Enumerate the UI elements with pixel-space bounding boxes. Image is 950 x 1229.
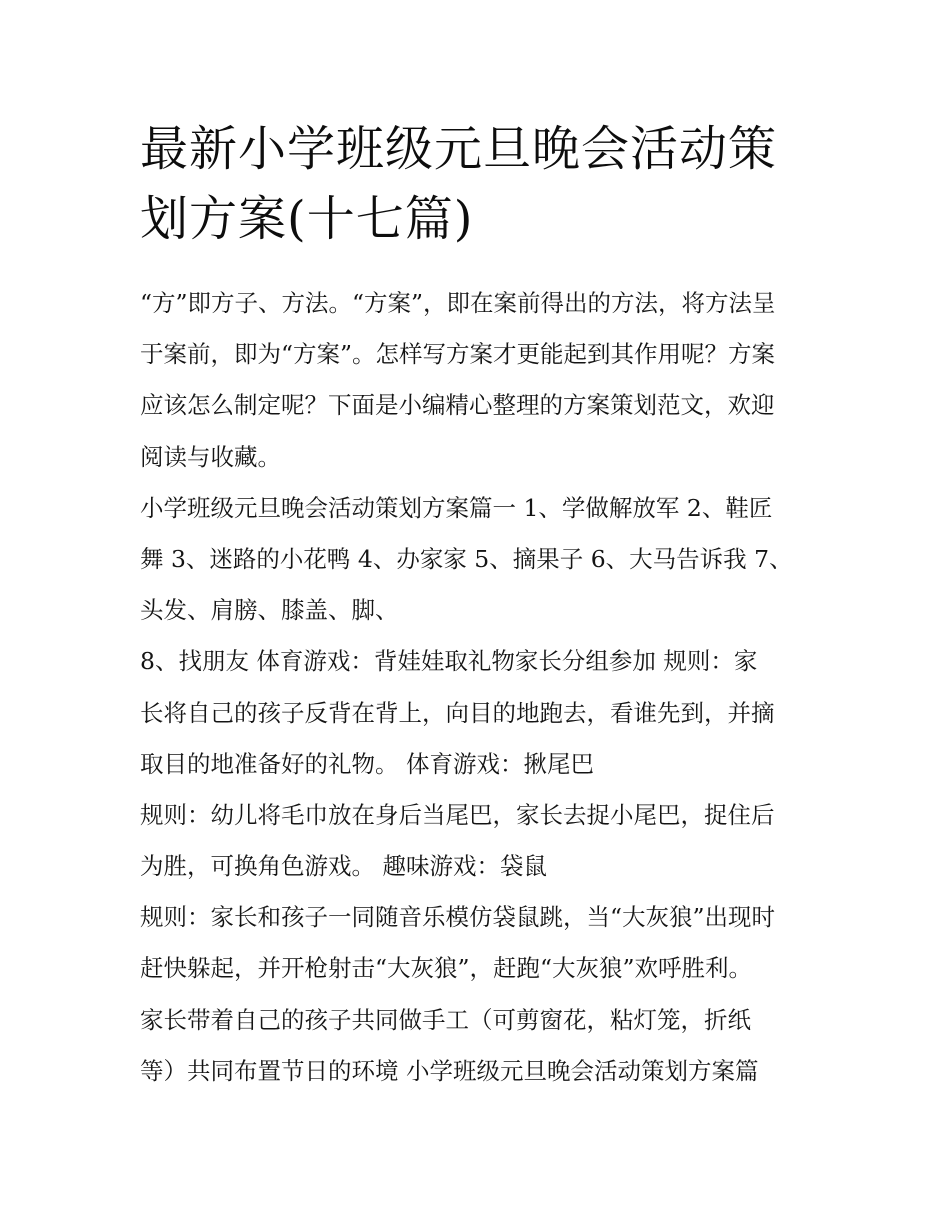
body-line: 规则：幼儿将毛巾放在身后当尾巴，家长去捉小尾巴，捉住后 — [140, 800, 775, 829]
body-line: 头发、肩膀、膝盖、脚、 — [140, 596, 399, 625]
document-body — [140, 278, 830, 1097]
body-line: 阅读与收藏。 — [140, 442, 281, 471]
body-line: 取目的地准备好的礼物。 体育游戏：揪尾巴 — [140, 749, 594, 778]
body-line: 舞 3、迷路的小花鸭 4、办家家 5、摘果子 6、大马告诉我 7、 — [140, 544, 793, 573]
body-line: 为胜，可换角色游戏。 趣味游戏：袋鼠 — [140, 852, 547, 881]
body-line: 应该怎么制定呢？下面是小编精心整理的方案策划范文，欢迎 — [140, 391, 775, 420]
body-line: 小学班级元旦晚会活动策划方案篇一 1、学做解放军 2、鞋匠 — [140, 493, 773, 522]
body-line: 家长带着自己的孩子共同做手工（可剪窗花，粘灯笼，折纸 — [140, 1005, 751, 1034]
body-line: 规则：家长和孩子一同随音乐模仿袋鼠跳，当“大灰狼”出现时 — [140, 903, 776, 932]
body-line: 于案前，即为“方案”。怎样写方案才更能起到其作用呢？方案 — [140, 340, 776, 369]
body-line: “方”即方子、方法。“方案”，即在案前得出的方法，将方法呈 — [140, 289, 776, 317]
body-line: 等）共同布置节日的环境 小学班级元旦晚会活动策划方案篇 — [140, 1056, 759, 1085]
body-line: 长将自己的孩子反背在背上，向目的地跑去，看谁先到，并摘 — [140, 698, 775, 727]
title-line: 最新小学班级元旦晚会活动策 — [140, 121, 778, 177]
body-line: 赶快躲起，并开枪射击“大灰狼”，赶跑“大灰狼”欢呼胜利。 — [140, 954, 753, 983]
document-title — [140, 114, 820, 254]
body-line: 8、找朋友 体育游戏：背娃娃取礼物家长分组参加 规则：家 — [140, 647, 758, 676]
title-line: 划方案(十七篇) — [140, 191, 474, 247]
